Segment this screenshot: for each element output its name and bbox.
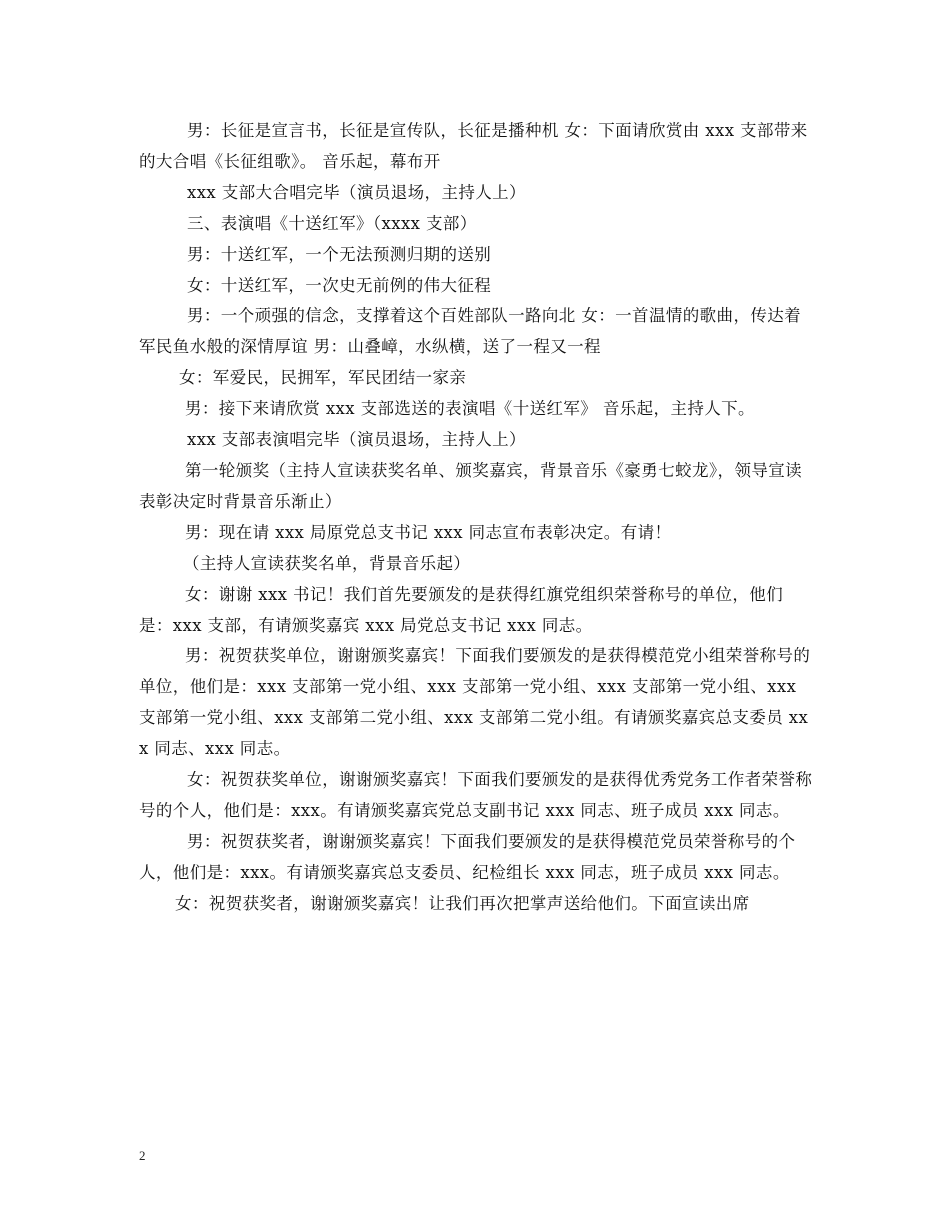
paragraph: 男：一个顽强的信念，支撑着这个百姓部队一路向北 女：一首温情的歌曲，传达着军民鱼水般的深情厚谊 男：山叠嶂，水纵横，送了一程又一程: [139, 306, 802, 357]
paragraph: 男：长征是宣言书，长征是宣传队，长征是播种机 女：下面请欣赏由 xxx 支部带来的大合唱《长征组歌》。 音乐起，幕布开: [139, 121, 808, 171]
paragraph: 男：接下来请欣赏 xxx 支部选送的表演唱《十送红军》 音乐起，主持人下。: [185, 399, 755, 419]
paragraph: 女：十送红军，一次史无前例的伟大征程: [187, 275, 492, 295]
paragraph: 男：祝贺获奖者，谢谢颁奖嘉宾！下面我们要颁发的是获得模范党员荣誉称号的个人，他们是：xxx。有请颁奖嘉宾总支委员、纪检组长 xxx 同志，班子成员 xxx 同志。: [139, 831, 796, 882]
paragraph: 男：现在请 xxx 局原党总支书记 xxx 同志宣布表彰决定。有请！: [185, 522, 672, 542]
paragraph: 女：祝贺获奖者，谢谢颁奖嘉宾！让我们再次把掌声送给他们。下面宣读出席: [175, 893, 750, 913]
paragraph: 男：十送红军，一个无法预测归期的送别: [187, 244, 492, 264]
paragraph: 三、表演唱《十送红军》（xxxx 支部）: [187, 213, 477, 233]
paragraph: 女：谢谢 xxx 书记！我们首先要颁发的是获得红旗党组织荣誉称号的单位，他们是：xxx 支部，有请颁奖嘉宾 xxx 局党总支书记 xxx 同志。: [139, 584, 784, 635]
paragraph: 女：军爱民，民拥军，军民团结一家亲: [179, 368, 467, 388]
paragraph: 第一轮颁奖（主持人宣读获奖名单、颁奖嘉宾，背景音乐《豪勇七蛟龙》，领导宣读表彰决定时背景音乐渐止）: [139, 460, 803, 511]
body-text: [139, 116, 815, 920]
paragraph: 男：祝贺获奖单位，谢谢颁奖嘉宾！下面我们要颁发的是获得模范党小组荣誉称号的单位，他们是：xxx 支部第一党小组、xxx 支部第一党小组、xxx 支部第一党小组、xxx 支部第一党小组、xxx 支部第二党小组、xxx 支部第二党小组。有请颁奖嘉宾总支委员 xxx 同志、xxx 同志。: [139, 646, 811, 759]
paragraph: 女：祝贺获奖单位，谢谢颁奖嘉宾！下面我们要颁发的是获得优秀党务工作者荣誉称号的个人，他们是：xxx。有请颁奖嘉宾党总支副书记 xxx 同志、班子成员 xxx 同志。: [139, 770, 813, 820]
paragraph: （主持人宣读获奖名单，背景音乐起）: [183, 553, 471, 573]
page-number: 2: [139, 1148, 146, 1163]
paragraph: xxx 支部表演唱完毕（演员退场，主持人上）: [187, 430, 526, 450]
paragraph: xxx 支部大合唱完毕（演员退场，主持人上）: [187, 182, 526, 202]
